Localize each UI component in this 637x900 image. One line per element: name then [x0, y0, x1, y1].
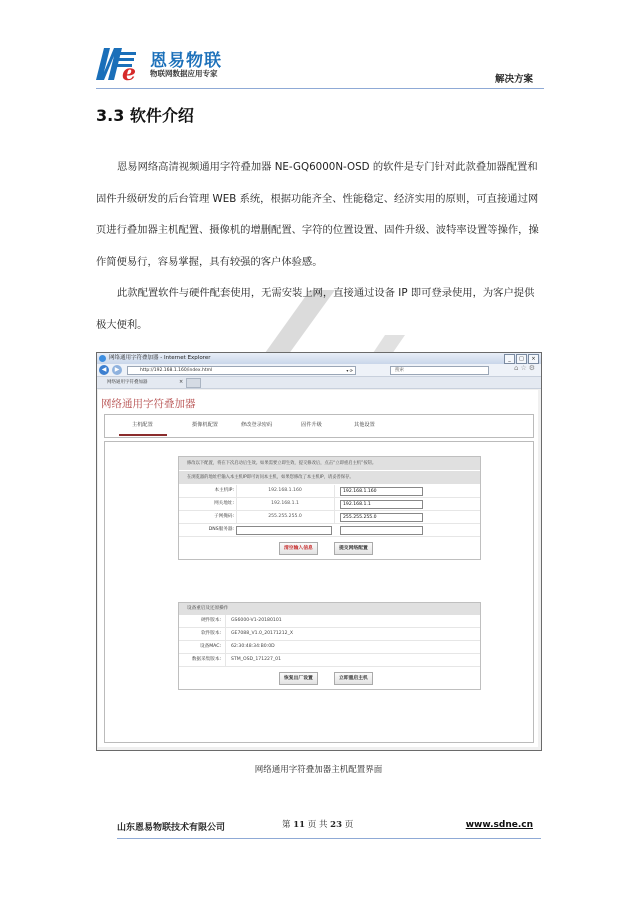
window-title: 网络通用字符叠加器 - Internet Explorer — [109, 355, 211, 361]
field-label: DNS服务器: — [208, 527, 234, 532]
netmask-input[interactable]: 255.255.255.0 — [340, 513, 423, 522]
field-row-dns — [179, 524, 480, 537]
window-controls — [504, 354, 539, 364]
page-prefix: 第 — [282, 820, 291, 830]
info-title: 设备重启及还原操作 — [179, 603, 480, 615]
window-titlebar — [97, 353, 541, 364]
clear-input-button[interactable]: 清空输入信息 — [279, 542, 318, 555]
svg-text:e: e — [122, 60, 136, 82]
info-value: GS6000-V1-20180101 — [231, 618, 282, 623]
page-suffix: 页 — [344, 820, 354, 830]
footer-website-link[interactable]: www.sdne.cn — [465, 820, 533, 830]
page-total: 23 — [330, 820, 343, 830]
divider — [225, 615, 226, 627]
factory-reset-button[interactable]: 恢复出厂设置 — [279, 672, 318, 685]
page-content — [98, 390, 538, 747]
gateway-input[interactable]: 192.168.1.1 — [340, 500, 423, 509]
info-label: 设备MAC: — [200, 644, 221, 649]
new-tab-button[interactable] — [186, 378, 201, 388]
field-row-netmask — [179, 511, 480, 524]
footer-company: 山东恩易物联技术有限公司 — [117, 823, 226, 833]
minimize-button[interactable]: _ — [504, 354, 515, 364]
url-input[interactable] — [127, 366, 356, 375]
search-input[interactable] — [390, 366, 489, 375]
url-text: http://192.168.1.160/index.html — [140, 368, 213, 373]
menu-firmware-upgrade[interactable]: 固件升级 — [301, 422, 322, 428]
intro-paragraph — [96, 152, 544, 278]
field-row-ip — [179, 485, 480, 498]
divider — [225, 654, 226, 666]
intro-text: 恩易网络高清视频通用字符叠加器 NE-GQ6000N-OSD 的软件是专门针对此款叠加器配置和固件升级研发的后台管理 WEB 系统，根据功能齐全、性能稳定、经济实用的原则，可直接通过网页进行叠加器主机配置、摄像机的增删配置、字符的位置设置、固件升级、波特率设置等操作，操作简便易行，容易掌握，具有较强的客户体验感。 — [96, 161, 539, 268]
info-label: 硬件版本: — [201, 618, 221, 623]
current-value: 192.168.1.160 — [268, 488, 302, 493]
page-current: 11 — [293, 820, 306, 830]
usage-text: 此款配置软件与硬件配套使用，无需安装上网，直接通过设备 IP 即可登录使用，为客户提供极大便利。 — [96, 287, 535, 331]
logo-subtitle: 物联网数据应用专家 — [150, 69, 218, 78]
menu-camera-config[interactable]: 摄像机配置 — [192, 422, 218, 428]
active-tab-indicator — [119, 434, 167, 436]
divider — [236, 498, 237, 510]
info-label: 数据采集版本: — [191, 657, 221, 662]
menu-other-settings[interactable]: 其他设置 — [354, 422, 375, 428]
field-label: 子网掩码: — [214, 514, 234, 519]
section-title: 3.3 软件介绍 — [96, 106, 194, 125]
divider — [334, 498, 335, 510]
close-window-button[interactable]: × — [528, 354, 539, 364]
search-placeholder: 搜索 — [395, 368, 404, 373]
info-row-mac — [179, 641, 480, 654]
page-number — [282, 818, 353, 830]
address-bar — [97, 364, 541, 377]
figure-caption: 网络通用字符叠加器主机配置界面 — [254, 765, 383, 775]
url-controls-icon[interactable]: ▾ ⟳ — [346, 368, 353, 373]
dns-current-input[interactable] — [236, 526, 332, 535]
divider — [334, 511, 335, 523]
reboot-button[interactable]: 立即重启主机 — [334, 672, 373, 685]
maximize-button[interactable]: □ — [516, 354, 527, 364]
company-logo — [96, 44, 266, 84]
notice-ip: 在浏览器的地址栏输入本主机IP即可访问本主机，如果您修改了本主机IP，请妥善保存。 — [179, 471, 480, 485]
field-label: 网关地址: — [214, 501, 234, 506]
info-label: 软件版本: — [201, 631, 221, 636]
current-value: 255.255.255.0 — [268, 514, 302, 519]
field-row-gateway — [179, 498, 480, 511]
submit-network-button[interactable]: 提交网络配置 — [334, 542, 373, 555]
info-value: GE7088_V1.0_20171212_X — [231, 631, 294, 636]
footer-divider — [117, 838, 541, 839]
info-value: 62:30:48:34:B0:0D — [231, 644, 275, 649]
header-divider — [96, 88, 544, 89]
page-mid: 页 共 — [307, 820, 328, 830]
ip-input[interactable]: 192.168.1.160 — [340, 487, 423, 496]
info-row-hardware — [179, 615, 480, 628]
doc-type-label: 解决方案 — [494, 74, 533, 85]
divider — [334, 485, 335, 497]
divider — [225, 628, 226, 640]
divider — [225, 641, 226, 653]
info-value: STM_OSD_171227_01 — [231, 657, 282, 662]
network-config-form — [178, 456, 481, 560]
field-label: 本主机IP: — [214, 488, 234, 493]
info-row-software — [179, 628, 480, 641]
toolbar-icons[interactable]: ⌂☆⚙ — [514, 364, 537, 372]
tab-bar — [97, 377, 541, 389]
browser-window — [96, 352, 542, 751]
menu-change-password[interactable]: 修改登录密码 — [241, 422, 273, 428]
device-buttons — [179, 667, 480, 689]
notice-restart: 修改以下配置，将在下次启动后生效。如果需要立即生效，提交修改后，点击“立即重启主机”按钮。 — [179, 457, 480, 471]
usage-paragraph — [96, 278, 544, 341]
config-panel — [104, 441, 534, 743]
menu-host-config[interactable]: 主机配置 — [132, 422, 153, 428]
info-row-data — [179, 654, 480, 667]
ne-logo-icon — [96, 44, 148, 82]
browser-tab[interactable] — [101, 378, 148, 387]
back-icon[interactable]: ◀ — [99, 365, 109, 375]
form-buttons — [179, 537, 480, 559]
divider — [236, 485, 237, 497]
divider — [236, 511, 237, 523]
device-info-panel — [178, 602, 481, 690]
tab-close-icon[interactable]: × — [179, 379, 184, 385]
main-menu — [104, 414, 534, 438]
tab-title: 网络通用字符叠加器 — [107, 380, 148, 385]
app-brand: 网络通用字符叠加器 — [101, 398, 196, 410]
dns-input[interactable] — [340, 526, 423, 535]
logo-title: 恩易物联 — [150, 51, 222, 71]
ie-icon — [99, 355, 106, 362]
current-value: 192.168.1.1 — [271, 501, 299, 506]
forward-icon[interactable]: ▶ — [112, 365, 122, 375]
